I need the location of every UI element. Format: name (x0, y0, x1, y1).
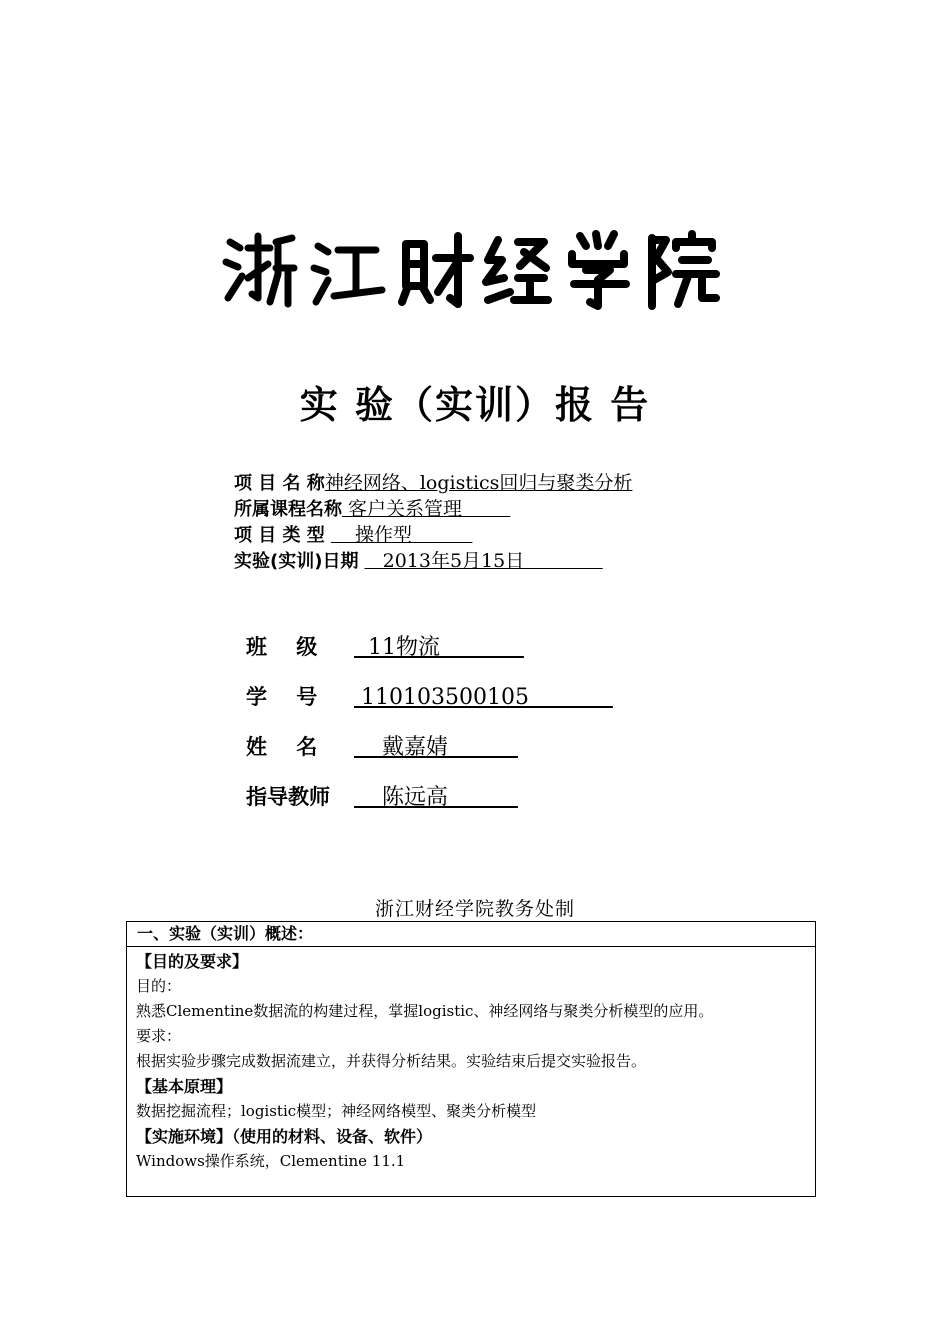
info-row-class (246, 628, 613, 678)
meta-row-type (234, 522, 632, 548)
section-heading: 【基本原理】 (136, 1077, 233, 1096)
report-title: 实 验（实训）报 告 (299, 383, 651, 427)
meta-row-date (234, 548, 632, 574)
overview-body (127, 947, 815, 1174)
student-info (246, 628, 613, 828)
project-meta (234, 470, 632, 574)
overview-box (126, 921, 816, 1197)
info-row-advisor (246, 778, 613, 828)
body-line: 根据实验步骤完成数据流建立，并获得分析结果。实验结束后提交实验报告。 (136, 1052, 647, 1070)
body-line: 要求： (136, 1027, 182, 1045)
info-value: 戴嘉婧 (354, 735, 518, 760)
info-label: 姓 名 (246, 735, 318, 759)
meta-row-course (234, 496, 632, 522)
section-heading: 【实施环境】（使用的材料、设备、软件） (136, 1127, 433, 1146)
info-row-name (246, 728, 613, 778)
info-value: 11物流 (354, 635, 524, 660)
info-row-student-id (246, 678, 613, 728)
info-value: 110103500105 (354, 685, 613, 710)
section-heading: 【目的及要求】 (136, 952, 249, 971)
body-line: Windows操作系统，Clementine 11.1 (136, 1152, 406, 1170)
info-value: 陈远高 (354, 785, 518, 810)
meta-row-project-name (234, 470, 632, 496)
school-logo (222, 228, 732, 312)
body-line: 目的： (136, 977, 182, 995)
body-line: 数据挖掘流程；logistic模型；神经网络模型、聚类分析模型 (136, 1102, 537, 1120)
info-label: 学 号 (246, 685, 318, 709)
issuer-note: 浙江财经学院教务处制 (374, 898, 575, 920)
meta-value: 操作型 (330, 524, 473, 546)
meta-value: 客户关系管理 (342, 498, 511, 520)
meta-value: 2013年5月15日 (364, 550, 603, 572)
meta-label: 所属课程名称 (234, 499, 342, 520)
body-line: 熟悉Clementine数据流的构建过程，掌握logistic、神经网络与聚类分析模型的应用。 (136, 1002, 714, 1020)
meta-label: 项 目 类 型 (234, 525, 325, 546)
overview-heading: 一、实验（实训）概述： (127, 922, 815, 947)
svg-text:浙江财经学院: 浙江财经学院 (222, 228, 228, 229)
info-label: 指导教师 (246, 785, 330, 809)
meta-label: 项 目 名 称 (234, 473, 325, 494)
meta-value: 神经网络、logistics回归与聚类分析 (324, 472, 633, 494)
meta-label: 实验(实训)日期 (234, 551, 359, 572)
info-label: 班 级 (246, 635, 318, 659)
